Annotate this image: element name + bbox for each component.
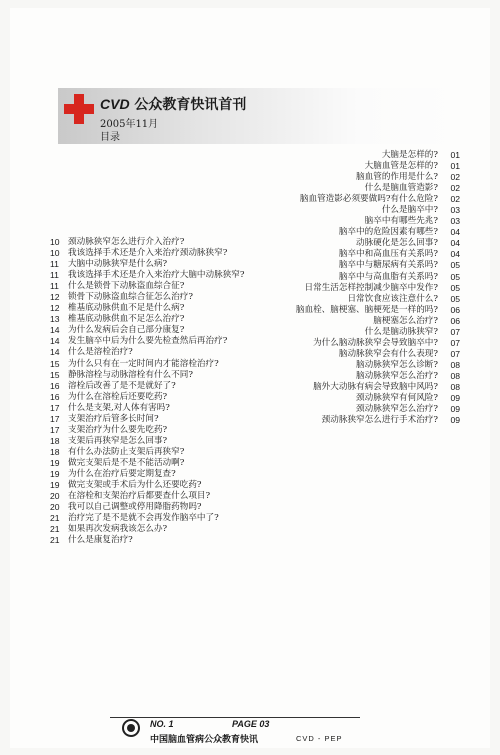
toc-page-number: 04 xyxy=(450,227,460,238)
toc-page-number: 09 xyxy=(450,415,460,426)
toc-page-number: 05 xyxy=(450,260,460,271)
toc-question: 颈动脉狭窄怎么进行介入治疗? xyxy=(68,237,185,247)
toc-entry xyxy=(50,336,310,347)
toc-question: 大脑血管是怎样的? xyxy=(364,161,438,172)
toc-page-number: 07 xyxy=(450,348,460,359)
toc-page-number: 11 xyxy=(50,259,59,270)
toc-entry xyxy=(50,480,310,491)
toc-page-number: 19 xyxy=(50,480,60,491)
toc-page-number: 14 xyxy=(50,325,60,336)
toc-entry xyxy=(160,205,460,216)
toc-page-number: 18 xyxy=(50,446,60,457)
toc-question: 椎基底动脉供血不足是什么病? xyxy=(68,303,185,314)
toc-entry xyxy=(50,270,310,281)
toc-question: 为什么在溶栓后还要吃药? xyxy=(68,391,168,402)
footer-divider xyxy=(110,717,360,718)
toc-question: 大脑是怎样的? xyxy=(381,150,438,160)
toc-question: 支架后再狭窄是怎么回事? xyxy=(68,435,168,446)
toc-question: 什么是脑动脉狭窄? xyxy=(364,326,438,337)
toc-entry xyxy=(50,447,310,458)
toc-page-number: 19 xyxy=(50,457,60,468)
publication-title: 中国脑血管病公众教育快讯 xyxy=(150,735,259,745)
toc-question: 什么是康复治疗? xyxy=(68,535,133,546)
toc-question: 脑动脉狭窄会有什么表现? xyxy=(338,348,438,359)
toc-page-number: 04 xyxy=(450,249,460,260)
toc-page-number: 05 xyxy=(450,293,460,304)
toc-question: 我该选择手术还是介入来治疗大脑中动脉狭窄? xyxy=(68,270,245,281)
toc-entry xyxy=(50,491,310,502)
toc-question: 脑卒中与高血脂有关系吗? xyxy=(338,271,438,282)
toc-question: 什么是脑卒中? xyxy=(381,205,438,216)
toc-entry xyxy=(50,325,310,336)
red-cross-icon xyxy=(64,94,94,124)
issue-number: NO. 1 xyxy=(150,719,174,729)
toc-question: 颈动脉狭窄怎么进行手术治疗? xyxy=(321,415,438,426)
brand-text: CVD xyxy=(100,96,130,112)
toc-page-number: 14 xyxy=(50,336,60,347)
toc-question: 锁骨下动脉盗血综合征怎么治疗? xyxy=(68,292,193,303)
toc-page-number: 01 xyxy=(450,161,460,172)
toc-page-number: 02 xyxy=(450,172,460,183)
toc-entry xyxy=(50,248,310,259)
toc-page-number: 10 xyxy=(50,248,60,259)
toc-question: 动脉硬化是怎么回事? xyxy=(356,238,438,249)
toc-question: 发生脑卒中后为什么要先检查然后再治疗? xyxy=(68,336,228,347)
title-text: 公众教育快讯首刊 xyxy=(129,97,247,113)
toc-page-number: 18 xyxy=(50,435,60,446)
toc-question: 脑卒中的危险因素有哪些? xyxy=(338,227,438,238)
logo-icon xyxy=(122,719,140,737)
toc-entry xyxy=(50,535,310,546)
toc-entry xyxy=(50,292,310,303)
toc-entry xyxy=(50,392,310,403)
toc-entry xyxy=(160,194,460,205)
toc-page-number: 09 xyxy=(450,393,460,404)
toc-entry xyxy=(50,513,310,524)
toc-entry xyxy=(160,161,460,172)
toc-entry xyxy=(50,425,310,436)
toc-question: 脑梗塞怎么治疗? xyxy=(373,315,438,326)
toc-question: 脑动脉狭窄怎么诊断? xyxy=(356,359,438,370)
toc-page-number: 19 xyxy=(50,468,60,479)
toc-page-number: 20 xyxy=(50,491,60,502)
toc-page-number: 21 xyxy=(50,513,60,524)
toc-question: 脑卒中有哪些先兆? xyxy=(364,216,438,227)
toc-question: 做完支架或手术后为什么还要吃药? xyxy=(68,480,202,491)
toc-entry xyxy=(50,436,310,447)
toc-page-number: 05 xyxy=(450,271,460,282)
toc-page-number: 08 xyxy=(450,359,460,370)
toc-page-number: 06 xyxy=(450,304,460,315)
toc-page-number: 07 xyxy=(450,337,460,348)
toc-entry xyxy=(160,216,460,227)
toc-entry xyxy=(50,237,310,248)
toc-question: 支架治疗后管多长时间? xyxy=(68,413,159,424)
toc-question: 如果再次发病我该怎么办? xyxy=(68,524,168,535)
toc-page-number: 05 xyxy=(450,282,460,293)
toc-page-number: 15 xyxy=(50,358,60,369)
toc-entry xyxy=(50,303,310,314)
toc-page-number: 09 xyxy=(450,404,460,415)
toc-question: 什么是脑血管造影? xyxy=(364,183,438,194)
toc-question: 我可以自己调整或停用降脂药物吗? xyxy=(68,502,202,513)
toc-entry xyxy=(50,414,310,425)
toc-question: 为什么脑动脉狭窄会导致脑卒中? xyxy=(313,337,438,348)
toc-entry xyxy=(160,183,460,194)
toc-page-number: 11 xyxy=(50,270,59,281)
toc-entry xyxy=(50,314,310,325)
toc-page-number: 21 xyxy=(50,524,60,535)
toc-entry xyxy=(50,347,310,358)
toc-question: 什么是锁骨下动脉盗血综合征? xyxy=(68,281,185,292)
toc-page-number: 02 xyxy=(450,194,460,205)
toc-left-column xyxy=(50,237,310,546)
toc-page-number: 17 xyxy=(50,402,60,413)
toc-page-number: 17 xyxy=(50,424,60,435)
toc-page-number: 03 xyxy=(450,205,460,216)
toc-page-number: 12 xyxy=(50,303,60,314)
toc-entry xyxy=(50,359,310,370)
toc-question: 溶栓后改善了是不是就好了? xyxy=(68,380,176,391)
toc-question: 脑血管的作用是什么? xyxy=(356,172,438,183)
toc-page-number: 16 xyxy=(50,380,60,391)
toc-page-number: 07 xyxy=(450,326,460,337)
toc-page-number: 08 xyxy=(450,370,460,381)
toc-question: 脑卒中与糖尿病有关系吗? xyxy=(338,260,438,271)
toc-page-number: 14 xyxy=(50,347,60,358)
toc-question: 脑卒中和高血压有关系吗? xyxy=(338,249,438,260)
toc-page-number: 16 xyxy=(50,391,60,402)
toc-entry xyxy=(50,524,310,535)
toc-question: 支架治疗为什么要先吃药? xyxy=(68,424,168,435)
toc-page-number: 11 xyxy=(50,281,59,292)
toc-question: 做完支架后是不是不能活动啊? xyxy=(68,457,185,468)
toc-page-number: 20 xyxy=(50,502,60,513)
toc-entry xyxy=(50,281,310,292)
toc-page-number: 03 xyxy=(450,216,460,227)
toc-question: 颈动脉狭窄怎么治疗? xyxy=(356,404,438,415)
toc-question: 脑血管造影必须要做吗?有什么危险? xyxy=(299,194,438,205)
toc-question: 颈动脉狭窄有何风险? xyxy=(356,393,438,404)
issue-date: 2005年11月 xyxy=(100,119,159,130)
toc-page-number: 02 xyxy=(450,183,460,194)
toc-question: 有什么办法防止支架后再狭窄? xyxy=(68,446,185,457)
toc-page-number: 10 xyxy=(50,237,60,247)
toc-heading: 目录 xyxy=(100,132,120,143)
toc-entry xyxy=(160,172,460,183)
toc-question: 脑外大动脉有病会导致脑中风吗? xyxy=(313,381,438,392)
publication-code: CVD - PEP xyxy=(296,734,343,743)
toc-page-number: 01 xyxy=(450,150,460,160)
toc-page-number: 08 xyxy=(450,381,460,392)
toc-entry xyxy=(50,458,310,469)
toc-question: 治疗完了是不是就不会再发作脑卒中了? xyxy=(68,513,219,524)
toc-entry xyxy=(50,403,310,414)
toc-question: 在溶栓和支架治疗后都要查什么项目? xyxy=(68,491,211,502)
toc-question: 椎基底动脉供血不足怎么治疗? xyxy=(68,314,185,325)
toc-page-number: 15 xyxy=(50,369,60,380)
page-title xyxy=(100,94,246,114)
toc-page-number: 21 xyxy=(50,535,60,546)
toc-page-number: 06 xyxy=(450,315,460,326)
toc-question: 为什么发病后会自己部分康复? xyxy=(68,325,185,336)
toc-page-number: 17 xyxy=(50,413,60,424)
toc-page-number: 04 xyxy=(450,238,460,249)
toc-question: 日常饮食应该注意什么? xyxy=(347,293,438,304)
toc-page-number: 12 xyxy=(50,292,60,303)
toc-page-number: 13 xyxy=(50,314,60,325)
toc-question: 脑血栓、脑梗塞、脑梗死是一样的吗? xyxy=(295,304,438,315)
toc-question: 为什么在治疗后要定期复查? xyxy=(68,468,176,479)
toc-question: 我该选择手术还是介入来治疗颈动脉狭窄? xyxy=(68,248,228,259)
toc-question: 为什么只有在一定时间内才能溶栓治疗? xyxy=(68,358,219,369)
toc-question: 大脑中动脉狭窄是什么病? xyxy=(68,259,168,270)
toc-question: 日常生活怎样控制减少脑卒中发作? xyxy=(304,282,438,293)
toc-question: 静脉溶栓与动脉溶栓有什么不同? xyxy=(68,369,193,380)
toc-question: 脑动脉狭窄怎么治疗? xyxy=(356,370,438,381)
toc-entry xyxy=(50,370,310,381)
toc-question: 什么是支架,对人体有害吗? xyxy=(68,402,170,413)
toc-entry xyxy=(160,150,460,161)
toc-question: 什么是溶栓治疗? xyxy=(68,347,133,358)
toc-entry xyxy=(50,381,310,392)
toc-entry xyxy=(50,469,310,480)
page-number: PAGE 03 xyxy=(232,719,270,729)
toc-entry xyxy=(50,502,310,513)
toc-entry xyxy=(50,259,310,270)
